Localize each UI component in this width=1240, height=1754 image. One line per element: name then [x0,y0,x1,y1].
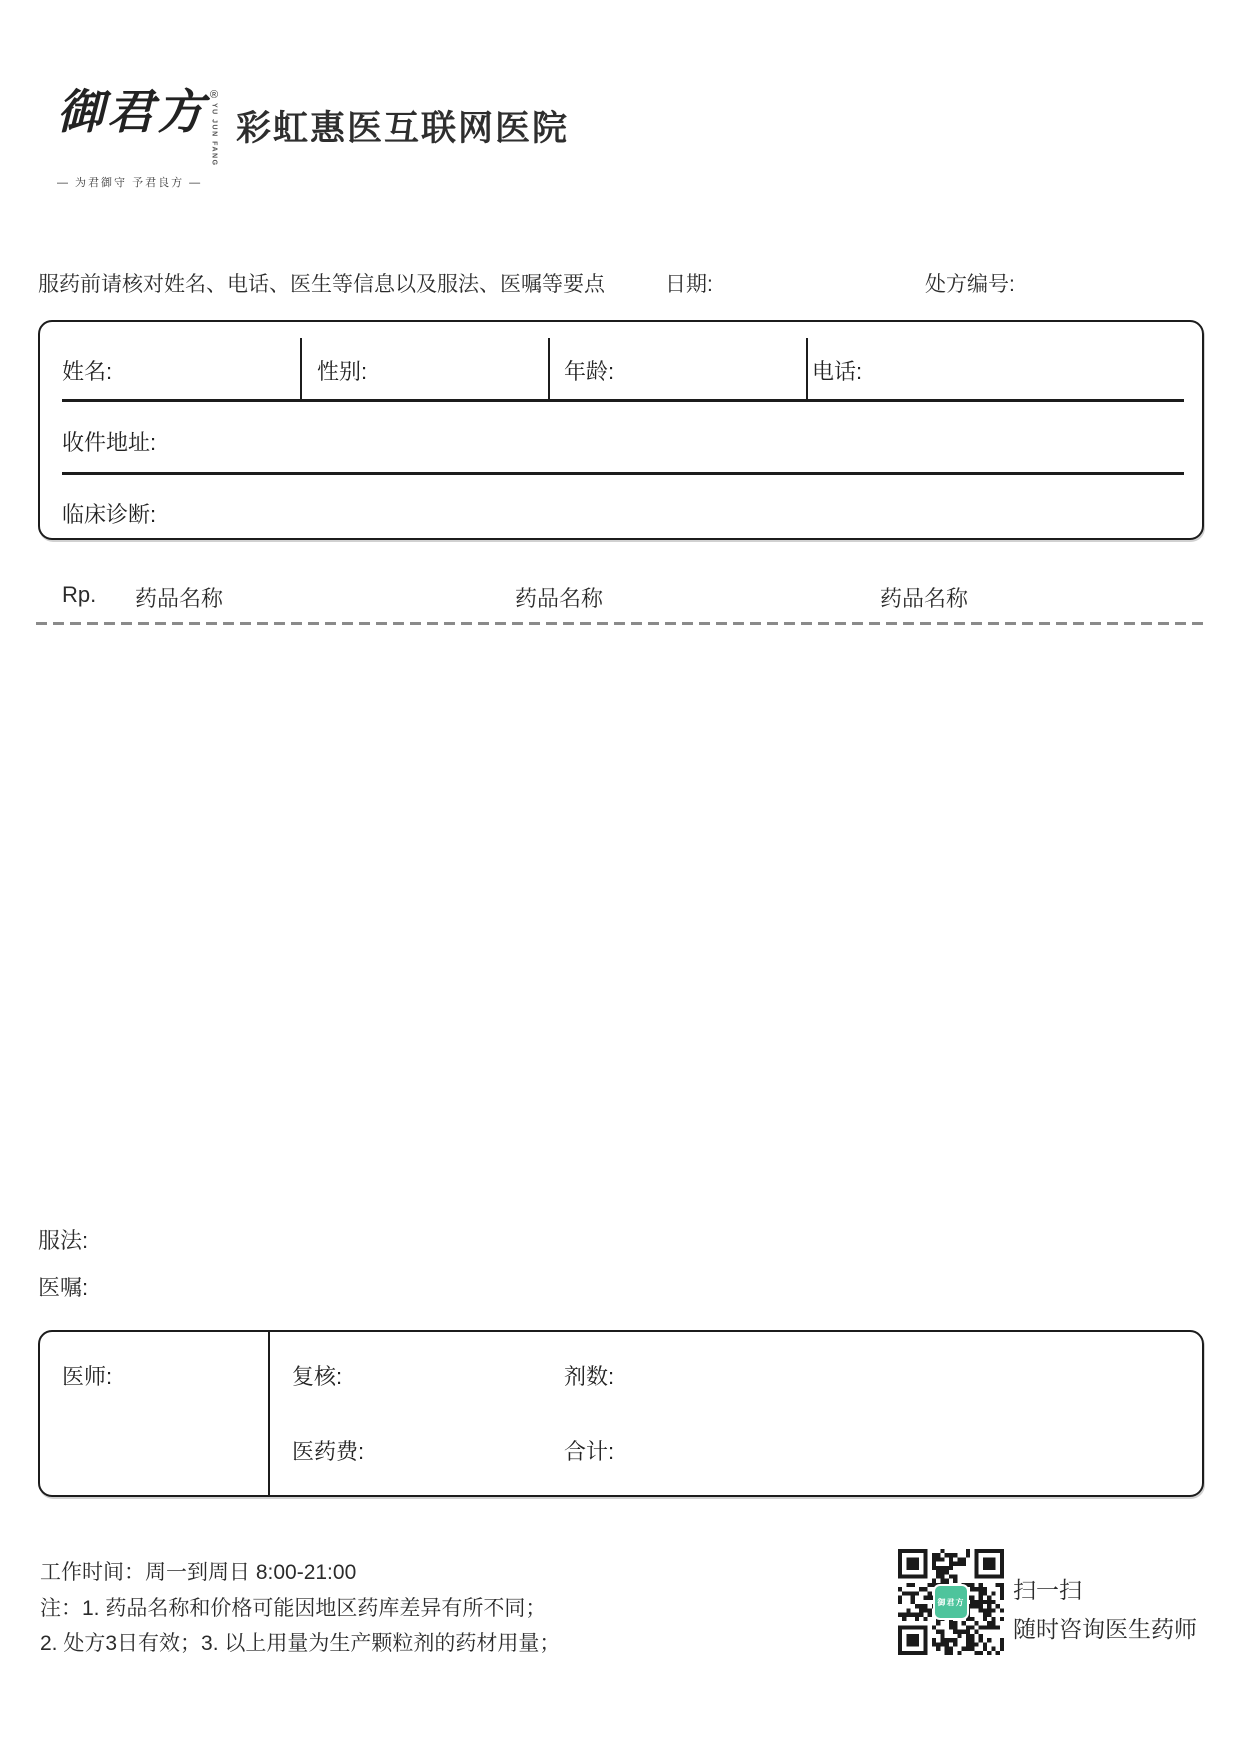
column-divider [806,338,808,400]
total-field-label: 合计: [564,1439,615,1464]
drug-name-column-header: 药品名称 [880,586,969,611]
advice-label: 医嘱: [38,1275,89,1300]
name-field-label: 姓名: [62,359,113,384]
scan-subtitle: 随时咨询医生药师 [1013,1616,1197,1642]
column-divider [548,338,550,400]
dashed-separator [36,622,1204,625]
row-divider [62,399,1184,402]
brand-logo-pinyin: YU JUN FANG [210,103,218,167]
diagnosis-field-label: 临床诊断: [62,502,157,527]
working-hours: 工作时间：周一到周日 8:00-21:00 [40,1561,357,1584]
hospital-name: 彩虹惠医互联网医院 [236,109,570,148]
signoff-box [38,1330,1204,1497]
medicine-fee-field-label: 医药费: [292,1439,365,1464]
phone-field-label: 电话: [812,359,863,384]
dose-count-field-label: 剂数: [564,1364,615,1389]
address-field-label: 收件地址: [62,430,157,455]
column-divider [300,338,302,400]
drug-name-column-header: 药品名称 [135,586,224,611]
check-info-hint: 服药前请核对姓名、电话、医生等信息以及服法、医嘱等要点 [38,273,605,296]
brand-block [57,87,219,190]
qr-center-logo: 御君方 [933,1584,969,1620]
brand-tagline: — 为君御守 予君良方 — [57,176,203,189]
age-field-label: 年龄: [564,359,615,384]
physician-field-label: 医师: [62,1364,113,1389]
usage-label: 服法: [38,1228,89,1253]
patient-info-box [38,320,1204,540]
column-divider [268,1332,270,1495]
registered-trademark-icon: ® [210,89,219,101]
note-line-2: 2. 处方3日有效；3. 以上用量为生产颗粒剂的药材用量； [40,1632,561,1655]
rp-label: Rp. [62,582,97,607]
date-label: 日期: [665,273,713,296]
prescription-number-label: 处方编号: [925,273,1015,296]
brand-logo: 御君方 [57,87,207,139]
qr-code [898,1549,1004,1655]
gender-field-label: 性别: [317,359,368,384]
review-field-label: 复核: [292,1364,343,1389]
scan-title: 扫一扫 [1013,1577,1082,1603]
row-divider [62,472,1184,475]
drug-name-column-header: 药品名称 [515,586,604,611]
note-line-1: 注：1. 药品名称和价格可能因地区药库差异有所不同； [40,1597,547,1620]
